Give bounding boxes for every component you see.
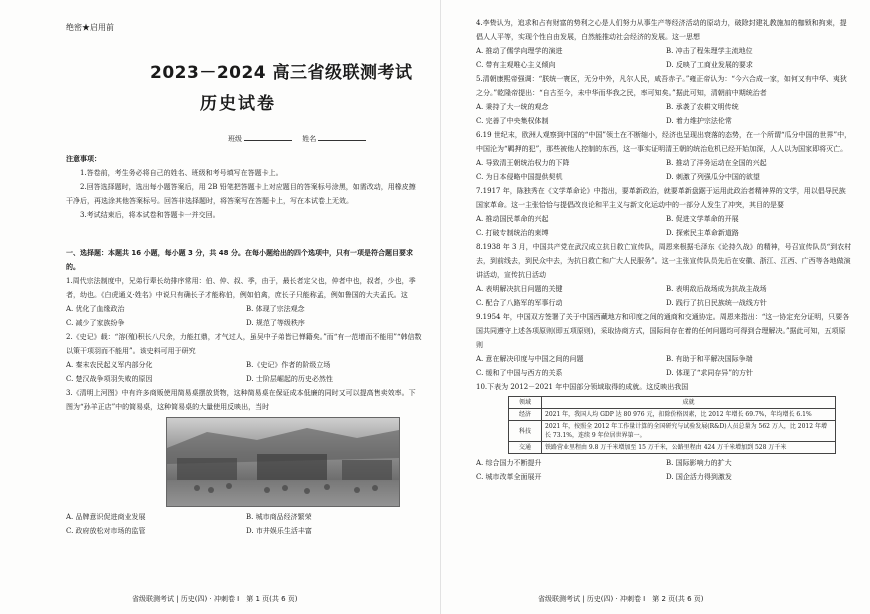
notes-heading: 注意事项： [66,155,101,163]
question-10-options [476,456,852,484]
question-8-stem: 8.1938 年 3 月，中国共产党在武汉成立抗日救亡宣传队，周恩来根据毛泽东《论持久战》的精神，号召宣传队员“到农村去，到前线去，到民众中去，为抗日救亡和广大人民服务”。这一主张宣传队员先后在安徽、浙江、江西、广西等各地做演讲活动，宣传抗日活动 [476,243,852,279]
table-header-row [509,397,836,409]
table-row [509,421,836,442]
student-info-fields [228,134,374,144]
option: D. 着力维护宗法伦常 [666,117,732,125]
right-questions [476,16,852,484]
table-cell: 经济 [509,409,542,421]
question-4-stem: 4.李贽认为，追求和占有财富的势利之心是人们努力从事生产等经济活动的原动力，破除封建礼教施加的枷锁和拘束，提倡人人平等，实现个性自由发展，白然能推动社会经济的发展。这一思想 [476,19,847,41]
option: B. 冲击了程朱理学主流地位 [666,47,753,55]
option: A. 优化了血缘政治 [66,305,125,313]
option: C. 城市改革全面展开 [476,473,542,481]
option: C. 减少了家族纷争 [66,319,125,327]
option: A. 品牌意识促进商业发展 [66,513,146,521]
table-cell: 交通 [509,442,542,454]
name-blank [318,140,366,141]
table-header-cell: 成就 [542,397,836,409]
option: D. 践行了抗日民族统一战线方针 [666,299,767,307]
option: A. 推动国民革命的兴起 [476,215,549,223]
option: B. 承袭了农耕文明传统 [666,103,739,111]
subject-title: 历史试卷 [200,94,276,114]
note-item: 2.回答选择题时，选出每小题答案后，用 2B 铅笔把答题卡上对应题目的答案标号涂黑，如需改动，用橡皮擦干净后，再选涂其他答案标号。回答非选择题时，将答案写在答题卡上，写在本试卷上无效。 [66,183,416,205]
option: D. 探索民主革命新道路 [666,229,739,237]
option: B. 城市商品经济繁荣 [246,513,312,521]
table-header-cell: 领域 [509,397,542,409]
question-7-stem: 7.1917 年，陈独秀在《文学革命论》中指出，要革新政治，就要革新盘踞于运用此政治者精神界的文学，用以倡导民族国家革命。这一主张恰恰与提倡改良论和平主义与新文化运动中的一部分人发生了冲突，其目的是要 [476,187,846,209]
exam-title: 2023－2024 高三省级联测考试 [150,63,413,83]
option: B. 推动了洋务运动在全国的兴起 [666,159,767,167]
question-3-stem: 3.《清明上河图》中有许多商贩使用简易桌摆放货物，这种简易桌在保证成本低廉的同时又可以提高售卖效率。下图为“孙羊正店”中的简易桌，这种简易桌的大量使用反映出，当时 [66,389,416,411]
option: D. 国企活力得到激发 [666,473,732,481]
option: C. 打破专制统治的束缚 [476,229,549,237]
question-9-stem: 9.1954 年，中国双方签署了关于中国西藏地方和印度之间的通商和交通协定。周恩来指出：“这一协定充分证明，只要各国共同遵守上述各项原则(即五项原则)，采取协商方式，国际间存在着的任何问题均可得到合理解决。”据此可知，五项原则 [476,313,850,349]
option: B. 国际影响力的扩大 [666,459,732,467]
table-cell: 2021 年，我国人均 GDP 达 80 976 元，扣除价格因素，比 2012 年增长 69.7%，年均增长 6.1% [542,409,836,421]
option: A. 秦末农民起义军内部分化 [66,361,153,369]
question-1-options [66,302,422,330]
question-3-options [66,510,422,538]
note-item: 3.考试结束后，将本试卷和答题卡一并交回。 [80,211,220,219]
painting-sketch [167,418,399,506]
left-questions [66,246,422,538]
option: D. 市井娱乐生活丰富 [246,527,312,535]
achievements-table [508,396,836,454]
question-7-options [476,212,852,240]
option: C. 为日本侵略中国提供契机 [476,173,563,181]
option: B. 有助于和平解决国际争端 [666,355,753,363]
option: C. 缓和了中国与西方的关系 [476,369,563,377]
right-page-footer: 省级联测考试 | 历史(四) · 冲刺卷 I 第 2 页(共 6 页) [538,595,704,603]
question-5-stem: 5.清朝康熙帝强调：“朕统一寰区，无分中外，凡尔人民，咸吾赤子。”雍正帝认为：“今六合成一家，如何又有中华、夷狄之分。”乾隆帝提出：“自古至今，未中华而华我之民，率可知矣。”据此可知，清朝前中期统治者 [476,75,847,97]
question-6-stem: 6.19 世纪末，欧洲人观察到中国的“中国”领土在不断缩小，经济也呈现出衰落的态势，在一个所谓“瓜分中国的世界”中，中国沦为“羁押的犯”，那些被他人控制的东西，这一事实证明清王朝的统治危机已经开始加深，人人以为国家即将灭亡。 [476,131,852,153]
section-heading: 一、选择题：本题共 16 小题，每小题 3 分，共 48 分。在每小题给出的四个选项中，只有一项是符合题目要求的。 [66,249,413,271]
table-row [509,442,836,454]
option: A. 推动了儒学向理学的演进 [476,47,563,55]
option: A. 表明解决抗日问题的关键 [476,285,563,293]
note-item: 1.答卷前，考生务必将自己的姓名、班级和考号填写在答题卡上。 [80,169,283,177]
page-divider [440,0,441,614]
option: C. 楚汉战争项羽失败的原因 [66,375,153,383]
option: C. 带有主观唯心主义倾向 [476,61,556,69]
question-1-stem: 1.周代宗法制度中，兄弟行辈长幼排序常用：伯、仲、叔、季，由于，最长者定父也，仲者中也，叔者，少也，季者，幼也。《白虎通义·姓名》中说只有确长子才能称伯，例如伯禽，庶长子只能称孟，例如鲁国的大夫孟氏。这 [66,277,416,299]
option: C. 配合了八路军的军事行动 [476,299,563,307]
option: A. 秉持了大一统的观念 [476,103,549,111]
question-6-options [476,156,852,184]
option: A. 导致清王朝统治权力的下降 [476,159,570,167]
option: D. 反映了工商业发展的要求 [666,61,753,69]
option: B. 促进文学革命的开展 [666,215,739,223]
option: D. 规范了等级秩序 [246,319,305,327]
question-8-options [476,282,852,310]
question-2-stem: 2.《史记》载：“溶(殖)积长八尺余，力能扛鼎，才气过人，虽吴中子弟皆已惮籍矣。”而“有一范增而不能用”“韩信数以策干项羽而不能用”。该史料可用于研究 [66,333,422,355]
option: A. 意在解决印度与中国之间的问题 [476,355,584,363]
class-blank [244,140,292,141]
option: D. 刺激了列强瓜分中国的欲望 [666,173,760,181]
left-page-footer: 省级联测考试 | 历史(四) · 冲刺卷 I 第 1 页(共 6 页) [132,595,298,603]
option: A. 综合国力不断提升 [476,459,542,467]
option: B.《史记》作者的阶级立场 [246,361,331,369]
question-5-options [476,100,852,128]
question-2-options [66,358,422,386]
question-9-options [476,352,852,380]
qingming-painting-image [166,417,400,507]
table-cell: 2021 年，按照全 2012 年工作量计算的全国研究与试验发展(R&D)人员总量为 562 万人，比 2012 年增长 73.1%，连续 9 年位居世界第一。 [542,421,836,442]
option: D. 体现了“求同存异”的方针 [666,369,753,377]
exam-notes [66,152,420,222]
name-label: 姓名 [302,135,317,143]
option: B. 表明敌后战场成为抗战主战场 [666,285,767,293]
question-4-options [476,44,852,72]
option: C. 完善了中央集权体制 [476,117,549,125]
option: D. 士阶层崛起的历史必然性 [246,375,333,383]
option: B. 体现了宗法观念 [246,305,305,313]
option: C. 政府放松对市场的监管 [66,527,146,535]
class-label: 班级 [228,135,242,143]
question-10-stem: 10.下表为 2012－2021 年中国部分领域取得的成就。这反映出我国 [476,383,689,391]
table-cell: 科技 [509,421,542,442]
table-cell: 铁路营业里程由 9.8 万千米增加至 15 万千米，公路里程由 424 万千米增加到 528 万千米 [542,442,836,454]
table-row [509,409,836,421]
confidential-label: 绝密★启用前 [66,23,114,32]
